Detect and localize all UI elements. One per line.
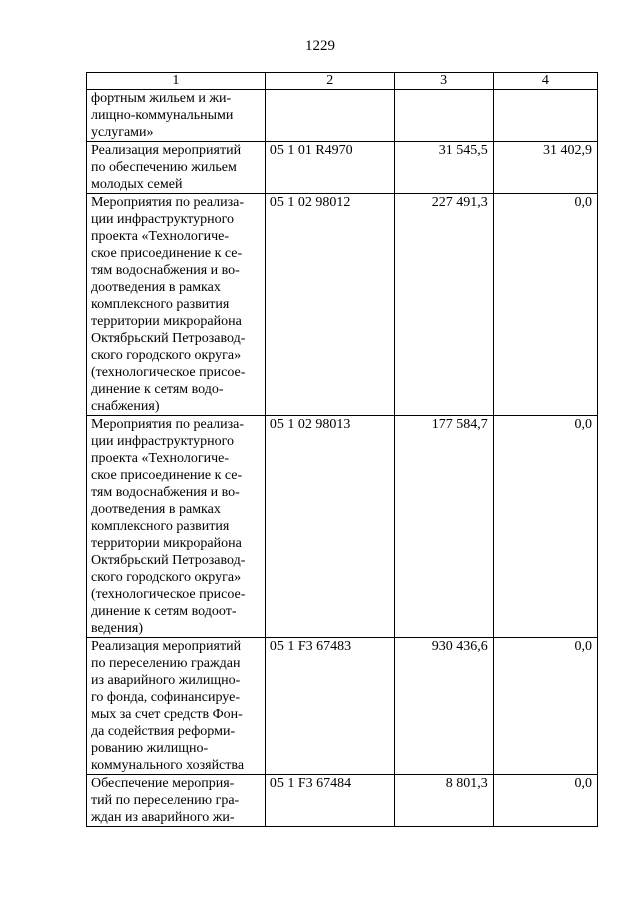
row-name-line: тям водоснабжения и во- <box>91 263 240 278</box>
row-name-cell <box>87 90 266 142</box>
row-name-line: молодых семей <box>91 177 183 192</box>
row-name-line: лищно-коммунальными <box>91 108 234 123</box>
row-name-line: проекта «Технологиче- <box>91 451 229 466</box>
row-code-cell: 05 1 02 98013 <box>265 416 394 638</box>
header-cell-1: 1 <box>87 73 266 90</box>
row-col4-cell: 31 402,9 <box>493 142 597 194</box>
row-name-line: Реализация мероприятий <box>91 143 242 158</box>
row-name-line: доотведения в рамках <box>91 502 221 517</box>
row-name-line: по переселению граждан <box>91 656 241 671</box>
row-name-line: комплексного развития <box>91 519 230 534</box>
row-code-cell: 05 1 F3 67483 <box>265 638 394 775</box>
row-name-line: ское присоединение к се- <box>91 246 243 261</box>
row-name-line: ции инфраструктурного <box>91 434 235 449</box>
row-name-cell <box>87 775 266 827</box>
header-cell-3: 3 <box>394 73 493 90</box>
row-name-line: Октябрьский Петрозавод- <box>91 553 246 568</box>
row-name-line: коммунального хозяйства <box>91 758 245 773</box>
row-name-cell <box>87 416 266 638</box>
row-name-line: да содействия реформи- <box>91 724 236 739</box>
table-row <box>87 638 598 775</box>
row-name-line: территории микрорайона <box>91 314 242 329</box>
row-name-line: Обеспечение мероприя- <box>91 776 235 791</box>
row-name-line: по обеспечению жильем <box>91 160 237 175</box>
row-name-line: Мероприятия по реализа- <box>91 195 245 210</box>
row-name-line: го фонда, софинансируе- <box>91 690 240 705</box>
row-name-line: (технологическое присое- <box>91 365 246 380</box>
table-row <box>87 775 598 827</box>
row-name-line: тям водоснабжения и во- <box>91 485 240 500</box>
row-name-line: ведения) <box>91 621 143 636</box>
row-name-line: Мероприятия по реализа- <box>91 417 245 432</box>
row-name-line: рованию жилищно- <box>91 741 209 756</box>
table-row <box>87 194 598 416</box>
row-name-line: мых за счет средств Фон- <box>91 707 243 722</box>
row-name-line: проекта «Технологиче- <box>91 229 229 244</box>
row-name-line: услугами» <box>91 125 154 140</box>
table-body <box>87 73 598 827</box>
row-name-line: тий по переселению гра- <box>91 793 240 808</box>
row-col3-cell: 930 436,6 <box>394 638 493 775</box>
row-code-cell <box>265 90 394 142</box>
header-cell-2: 2 <box>265 73 394 90</box>
table-row <box>87 90 598 142</box>
table-row <box>87 416 598 638</box>
row-name-line: ского городского округа» <box>91 348 242 363</box>
header-cell-4: 4 <box>493 73 597 90</box>
row-col3-cell: 177 584,7 <box>394 416 493 638</box>
row-name-line: комплексного развития <box>91 297 230 312</box>
row-name-line: ции инфраструктурного <box>91 212 235 227</box>
row-name-line: Октябрьский Петрозавод- <box>91 331 246 346</box>
row-col3-cell <box>394 90 493 142</box>
row-name-line: снабжения) <box>91 399 160 414</box>
row-name-line: территории микрорайона <box>91 536 242 551</box>
table-header-row <box>87 73 598 90</box>
row-name-line: Реализация мероприятий <box>91 639 242 654</box>
row-name-cell <box>87 638 266 775</box>
row-name-line: ского городского округа» <box>91 570 242 585</box>
row-name-line: динение к сетям водо- <box>91 382 224 397</box>
row-col3-cell: 8 801,3 <box>394 775 493 827</box>
row-col3-cell: 31 545,5 <box>394 142 493 194</box>
row-name-line: динение к сетям водоот- <box>91 604 237 619</box>
row-code-cell: 05 1 02 98012 <box>265 194 394 416</box>
row-col4-cell: 0,0 <box>493 775 597 827</box>
row-code-cell: 05 1 01 R4970 <box>265 142 394 194</box>
table-row <box>87 142 598 194</box>
row-col4-cell: 0,0 <box>493 416 597 638</box>
row-col4-cell: 0,0 <box>493 638 597 775</box>
row-name-line: доотведения в рамках <box>91 280 221 295</box>
row-name-line: ское присоединение к се- <box>91 468 243 483</box>
row-name-cell <box>87 194 266 416</box>
row-name-line: (технологическое присое- <box>91 587 246 602</box>
row-name-cell <box>87 142 266 194</box>
row-code-cell: 05 1 F3 67484 <box>265 775 394 827</box>
row-col4-cell: 0,0 <box>493 194 597 416</box>
row-col4-cell <box>493 90 597 142</box>
row-col3-cell: 227 491,3 <box>394 194 493 416</box>
row-name-line: ждан из аварийного жи- <box>91 810 235 825</box>
page-number: 1229 <box>305 38 335 54</box>
row-name-line: из аварийного жилищно- <box>91 673 241 688</box>
row-name-line: фортным жильем и жи- <box>91 91 232 106</box>
budget-table <box>86 72 598 827</box>
